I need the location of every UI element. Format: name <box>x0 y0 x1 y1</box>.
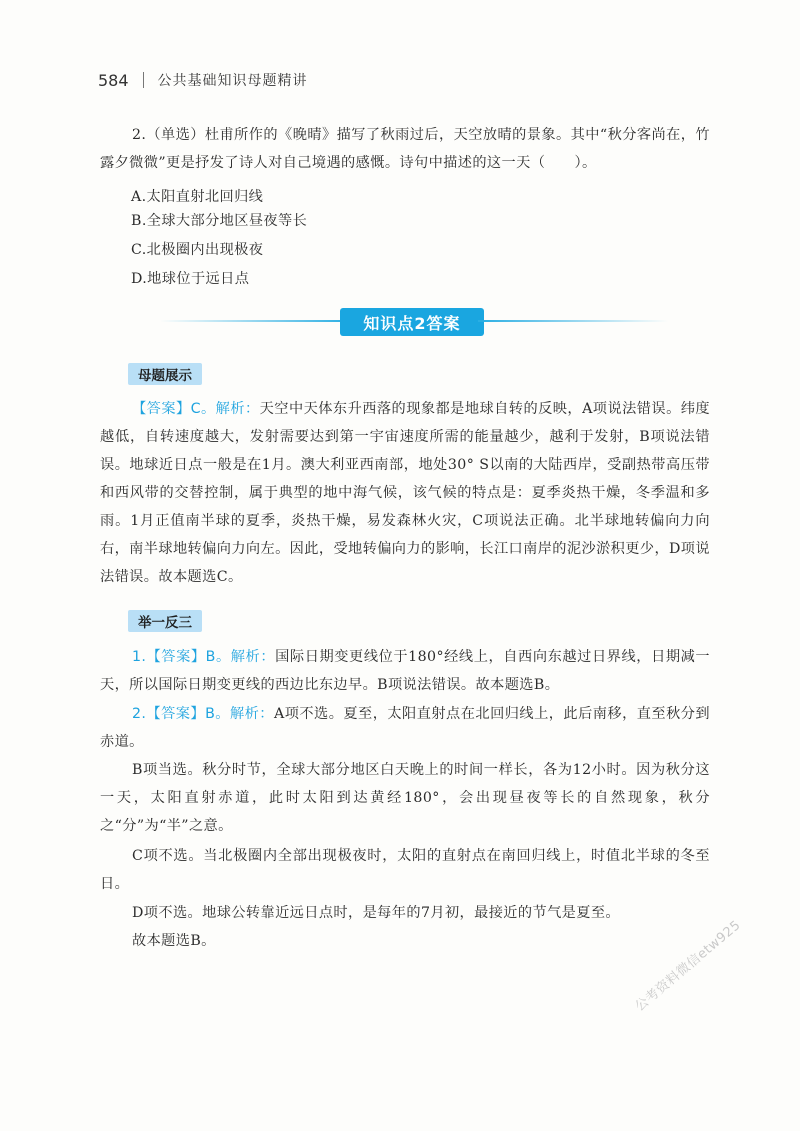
tag-mother-question <box>128 363 202 385</box>
banner-line-left <box>160 320 350 322</box>
answer-text: 国际日期变更线位于180°经线上，自西向东越过日界线，日期减一天，所以国际日期变更线的西边比东边早。B项说法错误。故本题选B。 <box>100 649 711 693</box>
question-text: 杜甫所作的《晚晴》描写了秋雨过后，天空放晴的景象。其中“秋分客尚在，竹露夕微微”更是抒发了诗人对自己境遇的感慨。诗句中描述的这一天（ ）。 <box>100 127 710 171</box>
watermark: 公考资料微信etw925 <box>632 917 744 1015</box>
option-b: B.全球大部分地区昼夜等长 <box>131 213 308 229</box>
option-a: A.太阳直射北回归线 <box>131 189 264 205</box>
tag-label: 举一反三 <box>138 615 192 631</box>
book-title: 公共基础知识母题精讲 <box>157 73 308 89</box>
page-header <box>98 68 308 92</box>
tag-label: 母题展示 <box>138 368 192 384</box>
banner-line-right <box>478 320 668 322</box>
answer-label: 2.【答案】B。解析： <box>132 706 274 722</box>
explanation-c: C项不选。当北极圈内全部出现极夜时，太阳的直射点在南回归线上，时值北半球的冬至日。 <box>100 848 710 892</box>
explanation-d: D项不选。地球公转靠近远日点时，是每年的7月初，最接近的节气是夏至。 <box>132 905 621 921</box>
answer-label: 【答案】C。解析： <box>132 401 260 417</box>
section-banner <box>340 308 484 336</box>
question-stem <box>100 121 710 177</box>
answer-block-1 <box>100 395 710 591</box>
section-title: 知识点2答案 <box>363 313 461 333</box>
answer-text: 天空中天体东升西落的现象都是地球自转的反映，A项说法错误。纬度越低，自转速度越大，发射需要达到第一宇宙速度所需的能量越少，越利于发射，B项说法错误。地球近日点一般是在1月。澳大利亚西南部，地处30° S以南的大陆西岸，受副热带高压带和西风带的交替控制，属于典型的地中海气候，该气候的特点是：夏季炎热干燥，冬季温和多雨。1月正值南半球的夏季，炎热干燥，易发森林火灾，C项说法正确。北半球地转偏向力向右，南半球地转偏向力向左。因此，受地转偏向力的影响，长江口南岸的泥沙淤积更少，D项说法错误。故本题选C。 <box>100 401 710 585</box>
page-number: 584 <box>98 70 129 90</box>
answer-label: 1.【答案】B。解析： <box>132 649 276 665</box>
answer-text: A项不选。夏至，太阳直射点在北回归线上，此后南移，直至秋分到赤道。 <box>100 706 711 750</box>
practice-answer-2 <box>100 700 710 756</box>
option-c: C.北极圈内出现极夜 <box>131 242 264 258</box>
explanation-b: B项当选。秋分时节，全球大部分地区白天晚上的时间一样长，各为12小时。因为秋分这一天，太阳直射赤道，此时太阳到达黄经180°，会出现昼夜等长的自然现象，秋分之“分”为“半”之意。 <box>100 762 710 834</box>
practice-answer-1 <box>100 643 710 699</box>
option-d: D.地球位于远日点 <box>131 271 250 287</box>
conclusion: 故本题选B。 <box>132 933 216 949</box>
question-prefix: 2.（单选） <box>132 127 205 143</box>
header-separator <box>143 72 144 88</box>
tag-practice <box>128 610 202 632</box>
